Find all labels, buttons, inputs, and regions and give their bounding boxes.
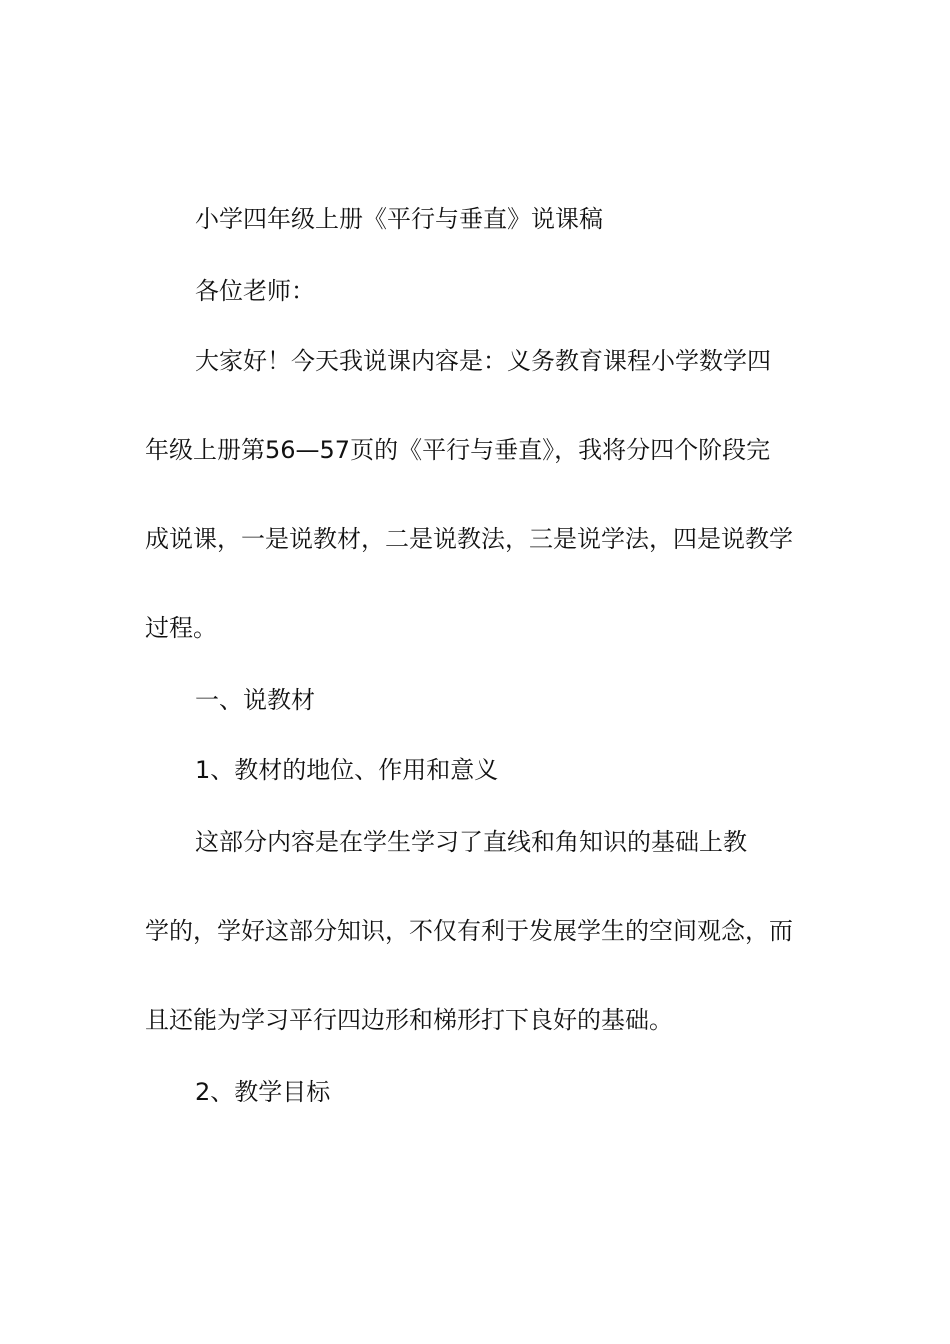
document-title: 小学四年级上册《平行与垂直》说课稿 [195,205,603,233]
greeting: 各位老师： [195,277,315,305]
body-line-3: 且还能为学习平行四边形和梯形打下良好的基础。 [145,1006,673,1034]
intro-line-2: 年级上册第56—57页的《平行与垂直》，我将分四个阶段完 [145,436,771,464]
subsection-heading-role-significance: 1、教材的地位、作用和意义 [195,756,499,784]
subsection-heading-teaching-goals: 2、教学目标 [195,1078,331,1106]
intro-line-1: 大家好！今天我说课内容是：义务教育课程小学数学四 [195,347,771,375]
body-line-1: 这部分内容是在学生学习了直线和角知识的基础上教 [195,828,747,856]
intro-line-4: 过程。 [145,614,217,642]
section-heading-teaching-material: 一、说教材 [195,686,315,714]
body-line-2: 学的，学好这部分知识，不仅有利于发展学生的空间观念，而 [145,917,793,945]
intro-line-3: 成说课，一是说教材，二是说教法，三是说学法，四是说教学 [145,525,793,553]
